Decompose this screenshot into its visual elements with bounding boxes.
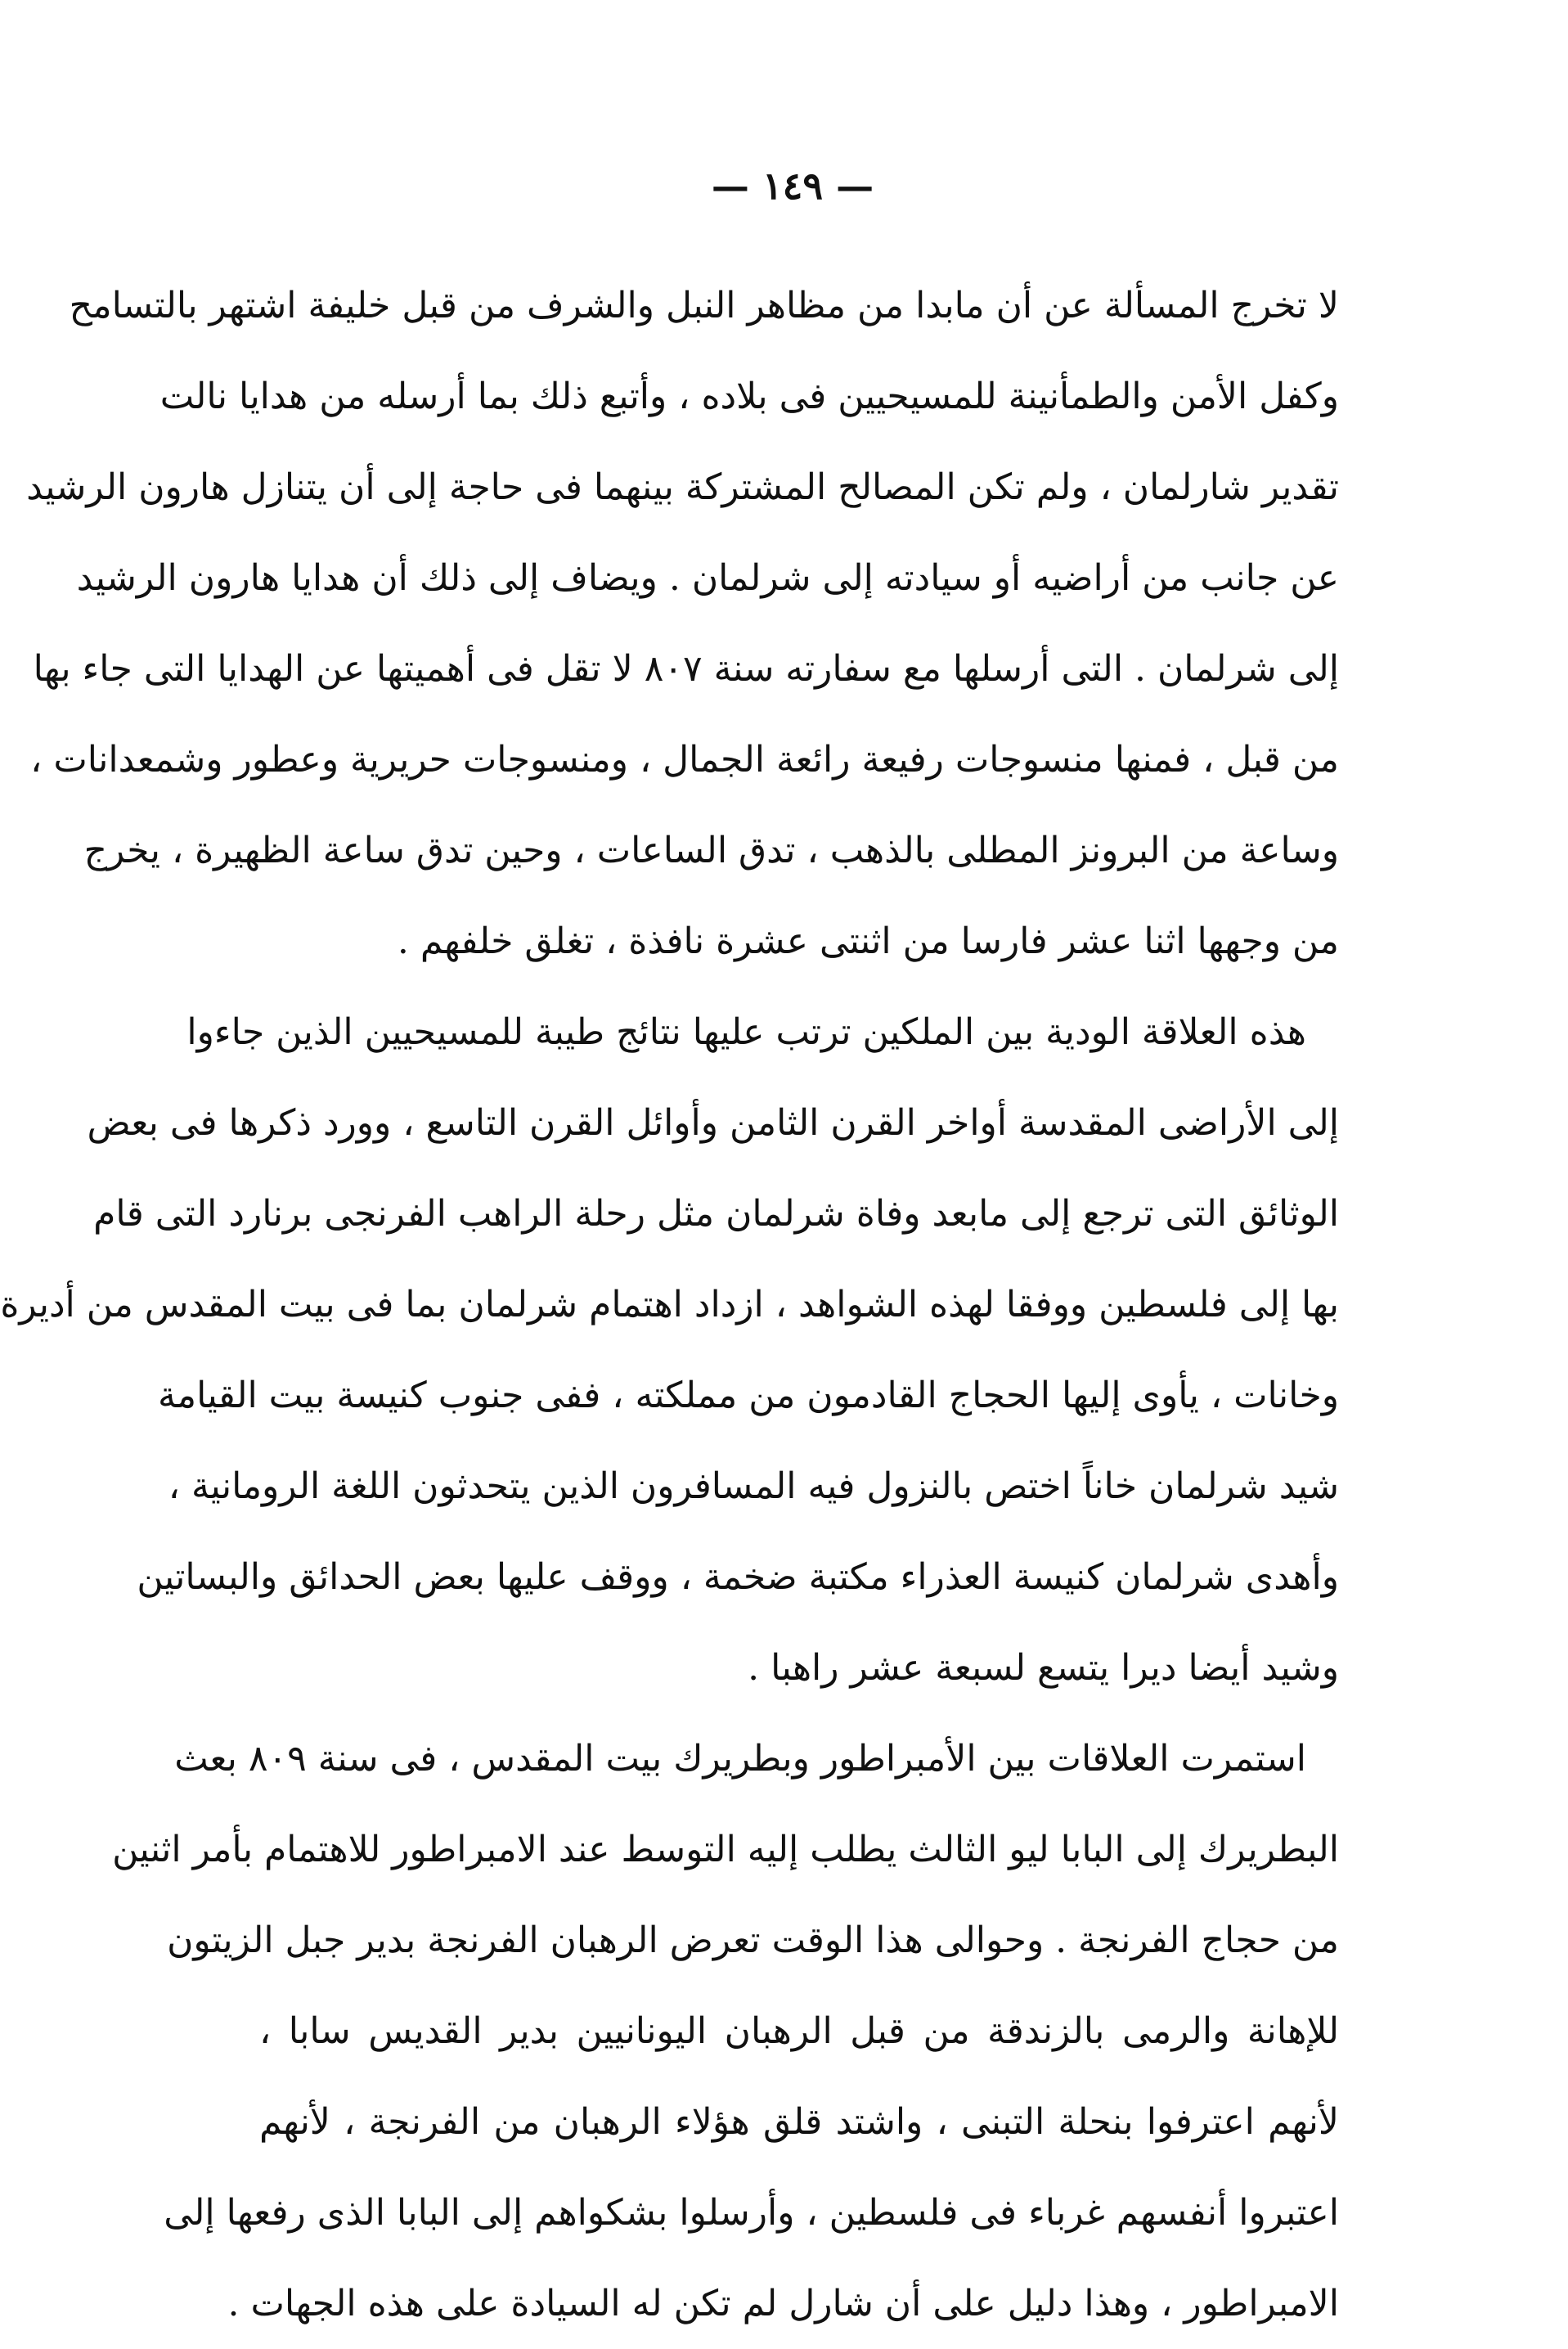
body-text xyxy=(0,260,1339,2349)
paragraph-2 xyxy=(0,987,1339,1713)
text-line: البطريرك إلى البابا ليو الثالث يطلب إليه التوسط عند الامبراطور للاهتمام بأمر اثنين xyxy=(112,1829,1339,1870)
text-line: إلى الأراضى المقدسة أواخر القرن الثامن وأوائل القرن التاسع ، وورد ذكرها فى بعض xyxy=(87,1102,1339,1144)
text-line: لأنهم اعترفوا بنحلة التبنى ، واشتد قلق هؤلاء الرهبان من الفرنجة ، لأنهم xyxy=(259,2101,1339,2143)
text-line: من قبل ، فمنها منسوجات رفيعة رائعة الجمال ، ومنسوجات حريرية وعطور وشمعدانات ، xyxy=(30,739,1339,781)
text-line: بها إلى فلسطين ووفقا لهذه الشواهد ، ازداد اهتمام شرلمان بما فى بيت المقدس من أديرة xyxy=(0,1284,1339,1325)
text-line: هذه العلاقة الودية بين الملكين ترتب عليها نتائج طيبة للمسيحيين الذين جاءوا xyxy=(186,1011,1306,1053)
text-line: الوثائق التى ترجع إلى مابعد وفاة شرلمان مثل رحلة الراهب الفرنجى برنارد التى قام xyxy=(93,1193,1339,1235)
text-line: اعتبروا أنفسهم غرباء فى فلسطين ، وأرسلوا بشكواهم إلى البابا الذى رفعها إلى xyxy=(164,2192,1339,2234)
paragraph-1 xyxy=(26,260,1339,987)
page-number: — ١٤٩ — xyxy=(711,164,874,208)
text-line: من حجاج الفرنجة . وحوالى هذا الوقت تعرض الرهبان الفرنجة بدير جبل الزيتون xyxy=(167,1919,1339,1961)
text-line: عن جانب من أراضيه أو سيادته إلى شرلمان . ويضاف إلى ذلك أن هدايا هارون الرشيد xyxy=(76,557,1339,599)
text-line: وأهدى شرلمان كنيسة العذراء مكتبة ضخمة ، ووقف عليها بعض الحدائق والبساتين xyxy=(137,1556,1339,1598)
text-line: للإهانة والرمى بالزندقة من قبل الرهبان اليونانيين بدير القديس سابا ، xyxy=(259,2010,1339,2052)
text-line: وكفل الأمن والطمأنينة للمسيحيين فى بلاده ، وأتبع ذلك بما أرسله من هدايا نالت xyxy=(159,376,1339,417)
text-line: لا تخرج المسألة عن أن مابدا من مظاهر النبل والشرف من قبل خليفة اشتهر بالتسامح xyxy=(69,285,1339,326)
text-line: تقدير شارلمان ، ولم تكن المصالح المشتركة بينهما فى حاجة إلى أن يتنازل هارون الرشيد xyxy=(26,466,1339,508)
text-line: وخانات ، يأوى إليها الحجاج القادمون من مملكته ، ففى جنوب كنيسة بيت القيامة xyxy=(157,1375,1339,1416)
text-line: وساعة من البرونز المطلى بالذهب ، تدق الساعات ، وحين تدق ساعة الظهيرة ، يخرج xyxy=(83,830,1339,871)
paragraph-3 xyxy=(112,1713,1339,2349)
text-line: وشيد أيضا ديرا يتسع لسبعة عشر راهبا . xyxy=(748,1647,1339,1689)
text-line: من وجهها اثنا عشر فارسا من اثنتى عشرة نافذة ، تغلق خلفهم . xyxy=(397,920,1339,962)
text-line: استمرت العلاقات بين الأمبراطور وبطريرك بيت المقدس ، فى سنة ٨٠٩ بعث xyxy=(174,1738,1306,1780)
text-line: الامبراطور ، وهذا دليل على أن شارل لم تكن له السيادة على هذه الجهات . xyxy=(227,2283,1339,2324)
text-line: إلى شرلمان . التى أرسلها مع سفارته سنة ٨٠٧ لا تقل فى أهميتها عن الهدايا التى جاء بها xyxy=(33,648,1339,690)
text-line: شيد شرلمان خاناً اختص بالنزول فيه المسافرون الذين يتحدثون اللغة الرومانية ، xyxy=(168,1465,1339,1507)
